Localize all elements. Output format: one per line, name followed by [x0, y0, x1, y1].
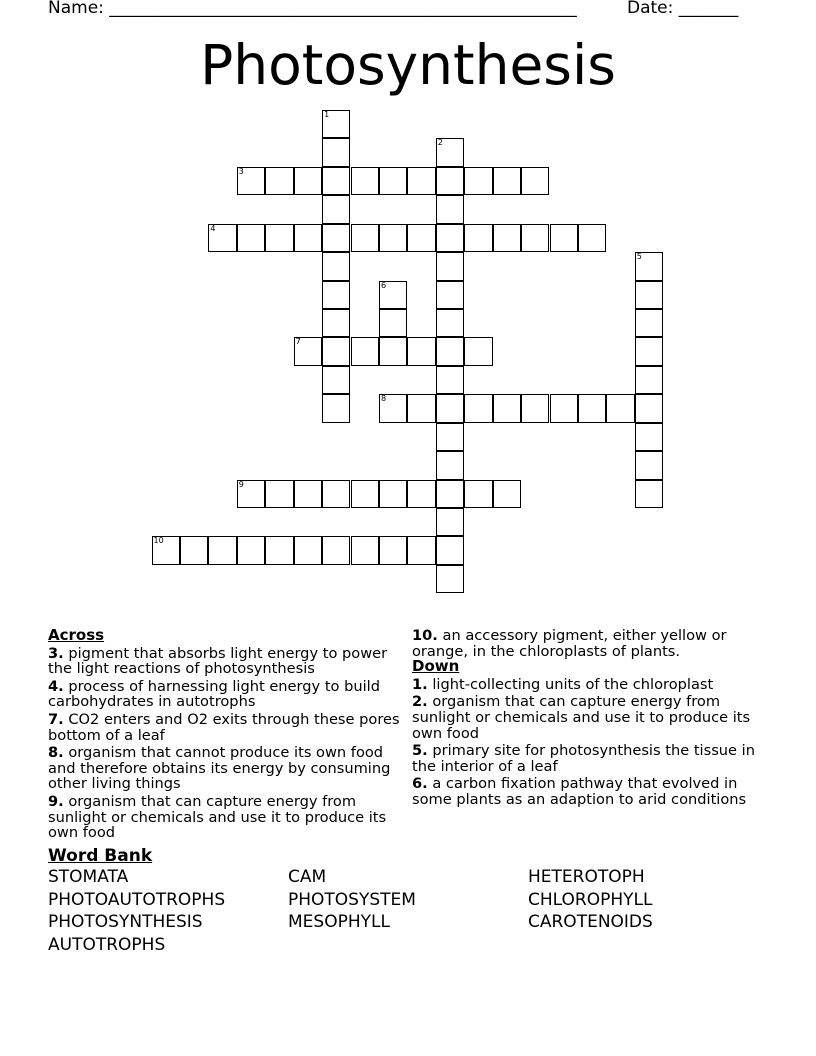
word-bank-item: PHOTOAUTOTROPHS [48, 889, 226, 910]
clue-across-4: 4. process of harnessing light energy to build carbohydrates in autotrophs [48, 677, 380, 711]
crossword-cell[interactable] [294, 224, 322, 252]
crossword-cell[interactable] [407, 480, 435, 508]
clue-down-2: 2. organism that can capture energy from sunlight or chemicals and use it to produce its own food [412, 693, 751, 742]
crossword-cell[interactable] [436, 281, 464, 309]
crossword-cell[interactable] [351, 536, 379, 564]
crossword-cell[interactable] [521, 224, 549, 252]
crossword-cell[interactable] [493, 167, 521, 195]
clue-across-8: 8. organism that cannot produce its own food and therefore obtains its energy by consuming other living things [48, 744, 391, 793]
crossword-cell[interactable] [436, 536, 464, 564]
crossword-cell[interactable] [464, 224, 492, 252]
word-bank-item: HETEROTOPH [528, 867, 645, 887]
word-bank-item: CAROTENOIDS [528, 912, 653, 933]
clue-across-9: 9. organism that can capture energy from sunlight or chemicals and use it to produce its own food [48, 792, 387, 842]
crossword-cell[interactable] [322, 138, 350, 166]
crossword-cell[interactable] [635, 252, 663, 280]
crossword-cell[interactable] [436, 366, 464, 394]
crossword-cell[interactable] [493, 394, 521, 422]
cell-number: 7 [295, 337, 301, 347]
clue-down-6: 6. a carbon fixation pathway that evolved in some plants as an adaption to arid conditions [412, 775, 747, 808]
crossword-cell[interactable] [436, 224, 464, 252]
word-bank-title: Word Bank [48, 846, 153, 866]
crossword-cell[interactable] [606, 394, 634, 422]
crossword-cell[interactable] [436, 138, 464, 166]
crossword-cell[interactable] [578, 224, 606, 252]
crossword-cell[interactable] [379, 394, 407, 422]
clue-across-10: 10. an accessory pigment, either yellow or orange, in the chloroplasts of plants. [412, 627, 727, 660]
name-label: Name: _______________________________________________________ [48, 0, 577, 18]
crossword-cell[interactable] [322, 252, 350, 280]
crossword-cell[interactable] [322, 394, 350, 422]
cell-number: 6 [380, 280, 387, 290]
crossword-cell[interactable] [265, 224, 293, 252]
crossword-cell[interactable] [379, 167, 407, 195]
crossword-cell[interactable] [237, 536, 265, 564]
crossword-cell[interactable] [379, 281, 407, 309]
word-bank-column-2 [288, 866, 416, 934]
crossword-cell[interactable] [351, 167, 379, 195]
crossword-cell[interactable] [578, 394, 606, 422]
crossword-cell[interactable] [208, 536, 236, 564]
crossword-cell[interactable] [436, 423, 464, 451]
crossword-cell[interactable] [322, 309, 350, 337]
crossword-cell[interactable] [379, 337, 407, 365]
crossword-cell[interactable] [436, 309, 464, 337]
crossword-cell[interactable] [407, 337, 435, 365]
clue-across-7: 7. CO2 enters and O2 exits through these pores bottom of a leaf [48, 710, 400, 744]
crossword-cell[interactable] [152, 536, 180, 564]
page-title: Photosynthesis [200, 33, 616, 97]
cell-number: 4 [210, 223, 216, 233]
crossword-cell[interactable] [635, 451, 663, 479]
word-bank-item: MESOPHYLL [288, 912, 390, 933]
crossword-cell[interactable] [493, 224, 521, 252]
word-bank-item: PHOTOSYNTHESIS [48, 912, 203, 933]
crossword-cell[interactable] [521, 394, 549, 422]
crossword-cell[interactable] [294, 167, 322, 195]
crossword-cell[interactable] [265, 167, 293, 195]
crossword-cell[interactable] [436, 195, 464, 223]
crossword-cell[interactable] [436, 508, 464, 536]
crossword-cell[interactable] [322, 224, 350, 252]
word-bank-item: AUTOTROPHS [48, 934, 166, 955]
crossword-cell[interactable] [464, 167, 492, 195]
crossword-cell[interactable] [322, 195, 350, 223]
clue-down-5: 5. primary site for photosynthesis the tissue in the interior of a leaf [412, 742, 755, 775]
clue-down-1: 1. light-collecting units of the chloroplast [412, 675, 714, 693]
cell-number: 10 [153, 536, 164, 546]
crossword-cell[interactable] [464, 480, 492, 508]
crossword-cell[interactable] [436, 394, 464, 422]
cell-number: 8 [380, 394, 387, 404]
word-bank-column-1 [48, 866, 225, 956]
crossword-cell[interactable] [379, 224, 407, 252]
crossword-cell[interactable] [635, 337, 663, 365]
crossword-cell[interactable] [265, 480, 293, 508]
word-bank-item: STOMATA [48, 867, 129, 887]
crossword-cell[interactable] [322, 337, 350, 365]
date-label: Date: _______ [627, 0, 739, 18]
crossword-cell[interactable] [237, 480, 265, 508]
crossword-cell[interactable] [493, 480, 521, 508]
crossword-cell[interactable] [379, 309, 407, 337]
crossword-cell[interactable] [208, 224, 236, 252]
crossword-cell[interactable] [635, 309, 663, 337]
word-bank-item: CAM [288, 867, 327, 887]
crossword-cell[interactable] [521, 167, 549, 195]
crossword-cell[interactable] [180, 536, 208, 564]
crossword-cell[interactable] [322, 536, 350, 564]
crossword-cell[interactable] [550, 394, 578, 422]
crossword-cell[interactable] [635, 281, 663, 309]
crossword-cell[interactable] [237, 167, 265, 195]
crossword-cell[interactable] [265, 536, 293, 564]
clue-across-3: 3. pigment that absorbs light energy to power the light reactions of photosynthesis [48, 644, 388, 678]
crossword-cell[interactable] [436, 252, 464, 280]
crossword-cell[interactable] [407, 167, 435, 195]
crossword-cell[interactable] [322, 366, 350, 394]
crossword-cell[interactable] [351, 337, 379, 365]
crossword-cell[interactable] [294, 480, 322, 508]
crossword-cell[interactable] [294, 536, 322, 564]
across-heading: Across [48, 626, 105, 644]
cell-number: 1 [324, 110, 330, 119]
crossword-cell[interactable] [294, 337, 322, 365]
crossword-cell[interactable] [407, 536, 435, 564]
crossword-cell[interactable] [407, 224, 435, 252]
crossword-cell[interactable] [635, 423, 663, 451]
crossword-cell[interactable] [322, 480, 350, 508]
crossword-cell[interactable] [464, 394, 492, 422]
crossword-cell[interactable] [464, 337, 492, 365]
crossword-cell[interactable] [351, 224, 379, 252]
crossword-cell[interactable] [436, 337, 464, 365]
crossword-cell[interactable] [436, 565, 464, 593]
cell-number: 5 [636, 252, 642, 262]
crossword-cell[interactable] [635, 480, 663, 508]
crossword-cell[interactable] [322, 281, 350, 309]
cell-number: 3 [238, 166, 244, 176]
word-bank-item: PHOTOSYSTEM [288, 889, 416, 910]
crossword-cell[interactable] [436, 480, 464, 508]
crossword-cell[interactable] [237, 224, 265, 252]
crossword-cell[interactable] [379, 536, 407, 564]
crossword-cell[interactable] [351, 480, 379, 508]
crossword-cell[interactable] [635, 366, 663, 394]
crossword-cell[interactable] [407, 394, 435, 422]
clues-column-right [412, 628, 774, 808]
crossword-cell[interactable] [436, 451, 464, 479]
crossword-cell[interactable] [322, 110, 350, 138]
down-heading: Down [412, 657, 460, 676]
cell-number: 9 [238, 479, 244, 489]
crossword-cell[interactable] [322, 167, 350, 195]
word-bank-column-3 [528, 866, 653, 934]
crossword-cell[interactable] [379, 480, 407, 508]
cell-number: 2 [437, 138, 443, 148]
clues-column-left [48, 628, 403, 841]
crossword-cell[interactable] [436, 167, 464, 195]
word-bank-item: CHLOROPHYLL [528, 889, 653, 910]
crossword-cell[interactable] [550, 224, 578, 252]
crossword-cell[interactable] [635, 394, 663, 422]
